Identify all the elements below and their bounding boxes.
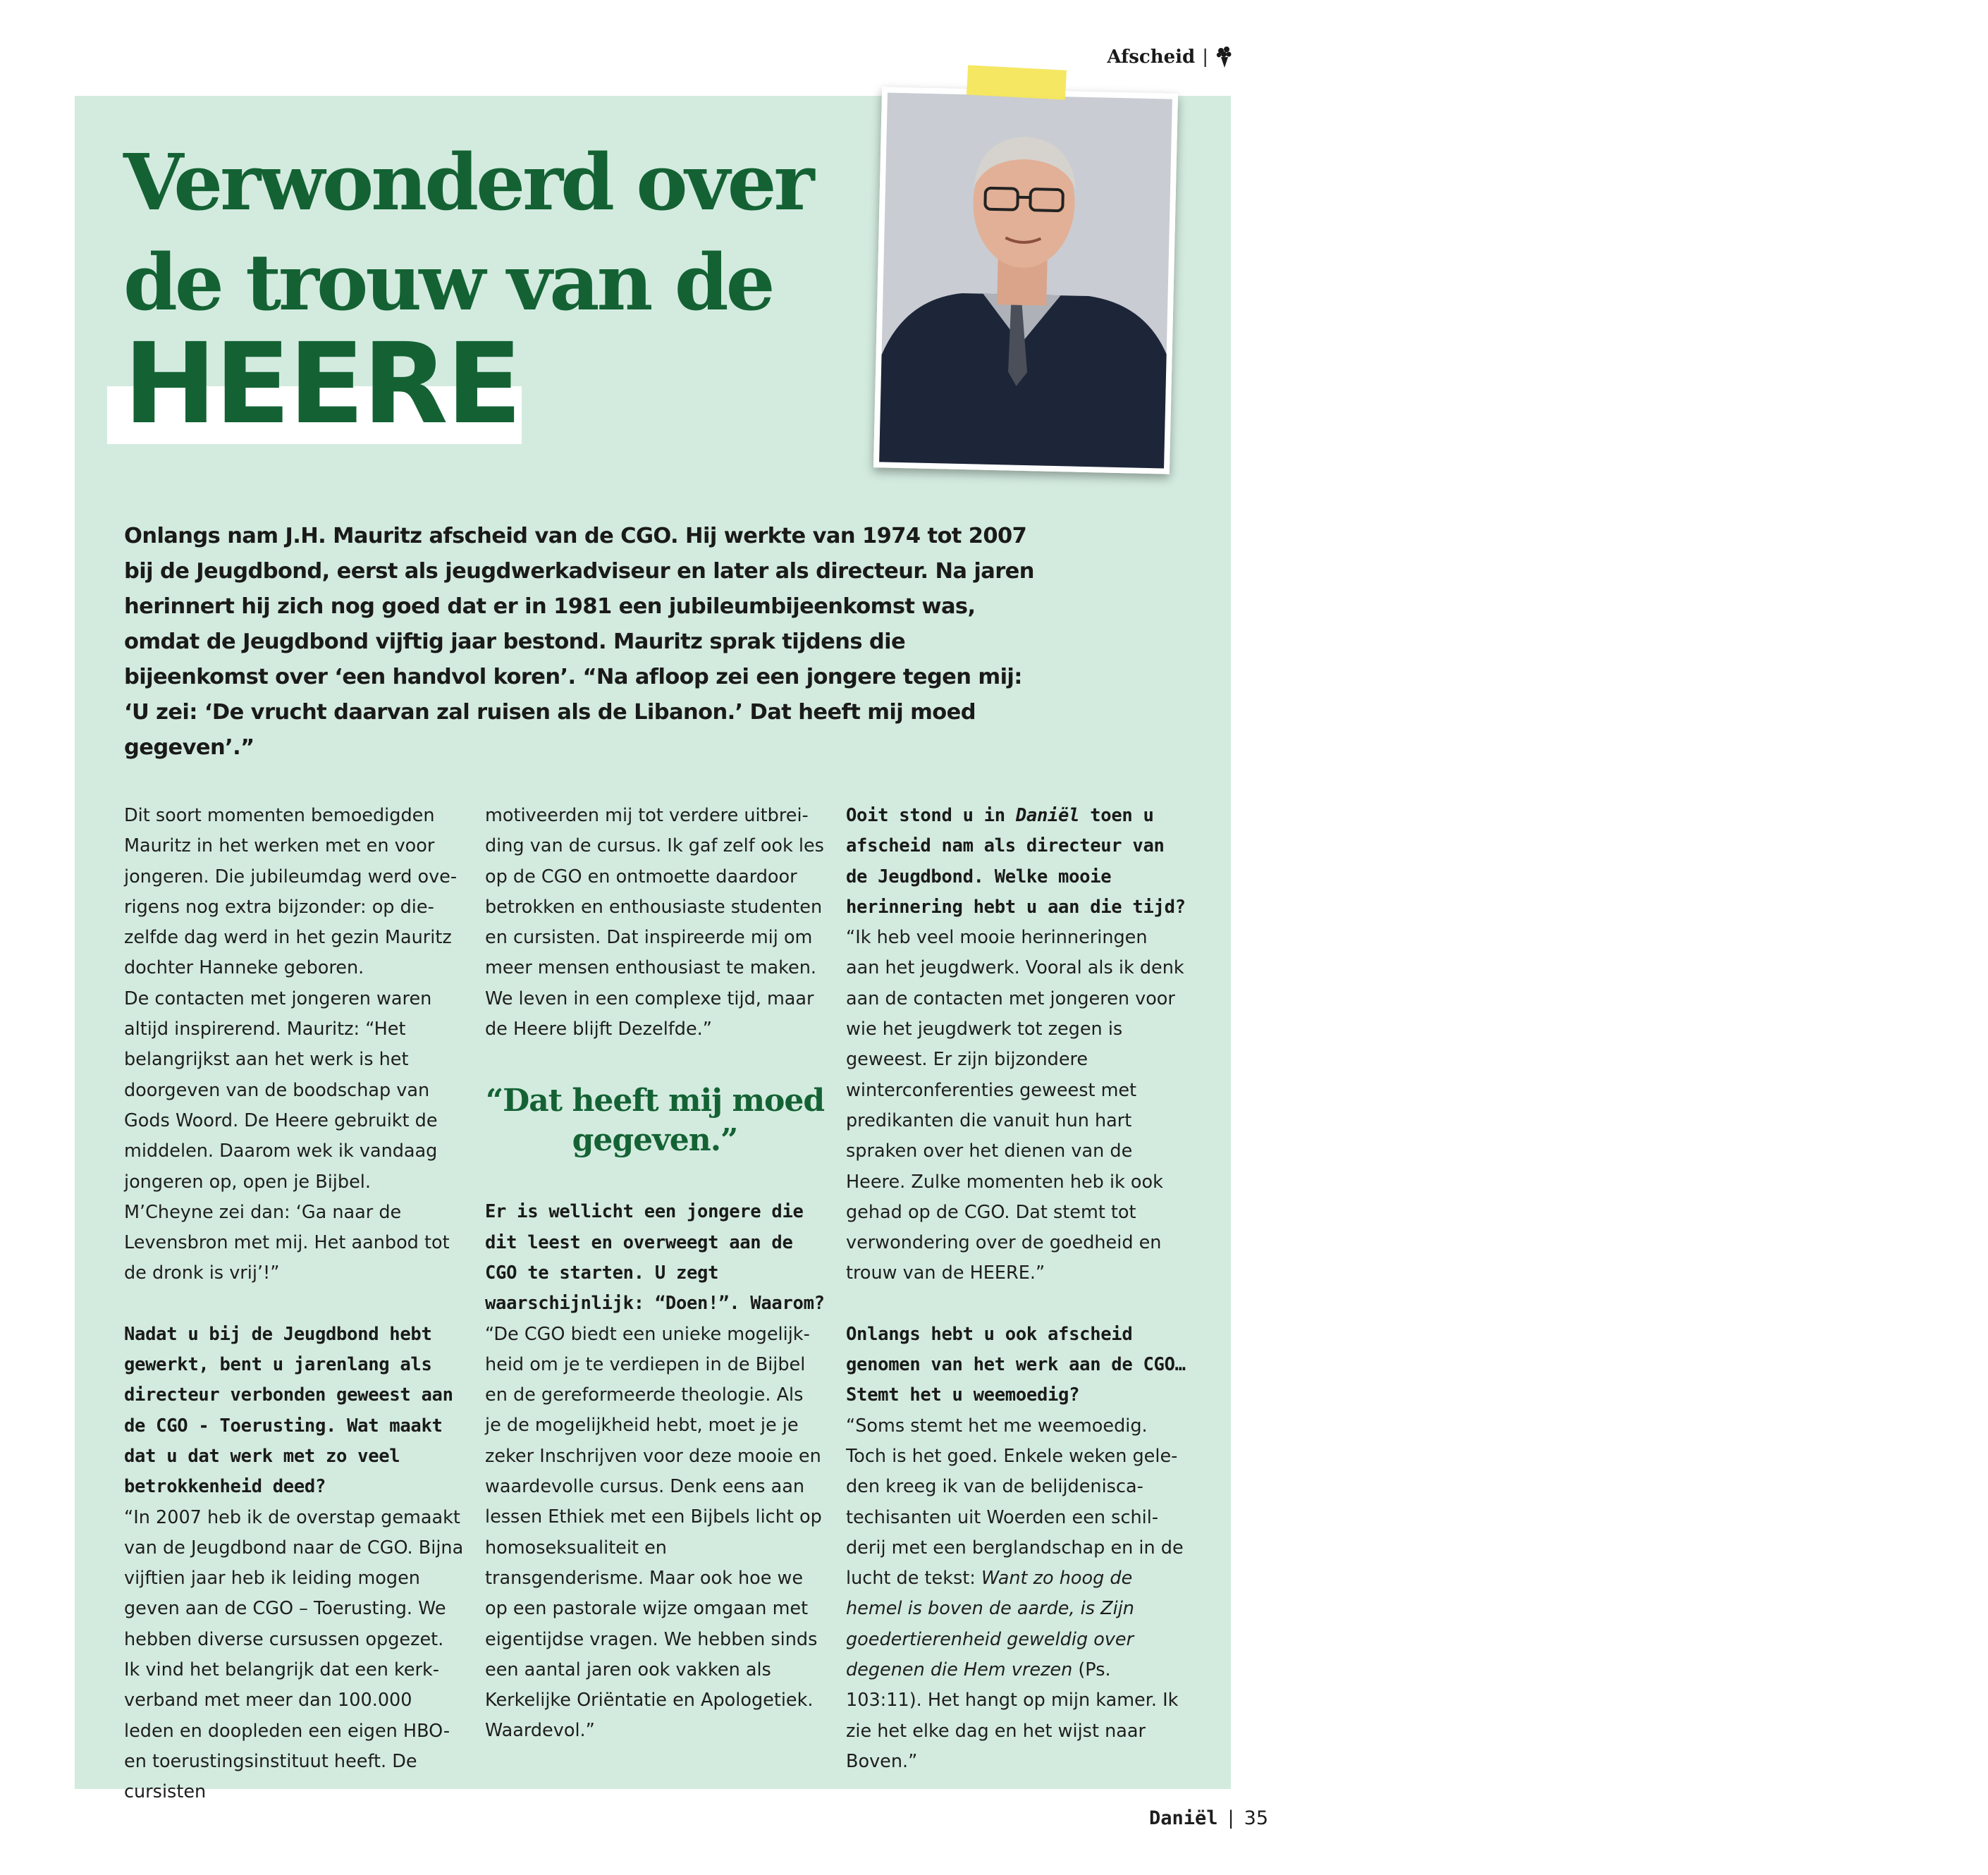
col1-paragraph-1: Dit soort momenten bemoedigden Mauritz in het werken met en voor jongeren. Die jubileumdag werd overigens nog extra bijzonder: op diezelfde dag werd in het gezin Mauritz dochter Hanneke geboren. — [124, 805, 458, 979]
photo-caption: Dhr. J.H. Mauritz — [1788, 522, 1979, 565]
col2-paragraph-1: motiveerden mij tot verdere uitbreiding van de cursus. Ik gaf zelf ook les op de CGO en ontmoette daardoor betrokken en enthousiaste studenten en cursisten. Dat inspireerde mij om meer mensen enthousiast te maken. We leven in een complexe tijd, maar de Heere blijft Dezelfde.” — [485, 805, 824, 1040]
magazine-name-italic: Daniël — [1015, 805, 1080, 826]
answer-3: “Ik heb veel mooie herinneringen aan het jeugdwerk. Vooral als ik denk aan de contacten met jongeren voor wie het jeugdwerk tot zegen is geweest. Er zijn bijzondere winterconferenties geweest met predikanten die vanuit hun hart spraken over het dienen van de Heere. Zulke momenten heb ik ook gehad op de CGO. Dat stemt tot verwondering over de goedheid en trouw van de HEERE.” — [846, 927, 1184, 1284]
question-4: Onlangs hebt u ook afscheid genomen van het werk aan de CGO… Stemt het u weemoedig? — [846, 1323, 1186, 1406]
article-title — [123, 133, 812, 449]
intro-text: Onlangs nam J.H. Mauritz afscheid van de CGO. Hij werkte van 1974 tot 2007 bij de Jeugdbond, eerst als jeugdwerkadviseur en later als directeur. Na jaren herinnert hij zich nog goed dat er in 1981 een jubileumbijeenkomst was, omdat de Jeugdbond vijftig jaar bestond. Mauritz sprak tijdens die bijeenkomst over ‘een handvol koren’. “Na afloop zei een jongere tegen mij: ‘U zei: ‘De vrucht daarvan zal ruisen als de Libanon.’ Dat heeft mij moed gegeven’.” — [124, 524, 1034, 760]
answer-4-end: (Ps. 103:11). Het hangt op mijn kamer. Ik zie het elke dag en het wijst naar Boven.” — [846, 1659, 1179, 1772]
answer-2: “De CGO biedt een unieke mogelijkheid om je te verdiepen in de Bijbel en de gereformeerde theologie. Als je de mogelijkheid hebt, moet je je zeker Inschrijven voor deze mooie en waardevolle cursus. Denk eens aan lessen Ethiek met een Bijbels licht op homoseksualiteit en transgenderisme. Maar ook hoe we op een pastorale wijze omgaan met eigentijdse vragen. We hebben sinds een aantal jaren ook vakken als Kerkelijke Oriëntatie en Apologetiek. Waardevol.” — [485, 1323, 822, 1742]
question-3 — [846, 801, 1186, 923]
flower-bouquet-icon — [1215, 45, 1234, 69]
portrait-photo — [873, 87, 1979, 565]
title-line-2: de trouw van de — [123, 237, 773, 328]
section-separator: | — [1202, 47, 1208, 68]
column-2 — [485, 801, 825, 1747]
page-number: 35 — [1244, 1807, 1268, 1829]
footer-separator: | — [1227, 1807, 1234, 1829]
pull-quote: “Dat heeft mij moed gegeven.” — [485, 1083, 825, 1159]
question-2: Er is wellicht een jongere die dit leest en overweegt aan de CGO te starten. U zegt waarschijnlijk: “Doen!”. Waarom? — [485, 1201, 825, 1315]
answer-4-start: “Soms stemt het me weemoedig. Toch is het goed. Enkele weken geleden kreeg ik van de belijdeniscatechisanten uit Woerden een schilderij met een berglandschap en in de lucht de tekst: — [846, 1415, 1184, 1590]
question-3-start: Ooit stond u in — [846, 805, 1016, 826]
page-footer — [1149, 1807, 1268, 1829]
section-label: Afscheid — [1107, 47, 1196, 68]
column-1 — [124, 801, 464, 1808]
section-tag — [1107, 45, 1234, 69]
question-1: Nadat u bij de Jeugdbond hebt gewerkt, bent u jarenlang als directeur verbonden geweest aan de CGO - Toerusting. Wat maakt dat u dat werk met zo veel betrokkenheid deed? — [124, 1323, 453, 1498]
column-3 — [846, 801, 1186, 1777]
footer-magazine: Daniël — [1148, 1807, 1218, 1829]
tape-strip — [967, 65, 1067, 99]
answer-4 — [846, 1411, 1186, 1778]
bible-quote: Want zo hoog de hemel is boven de aarde, is Zijn goedertierenheid geweldig over degenen die Hem vrezen — [846, 1568, 1134, 1681]
col1-paragraph-2: De contacten met jongeren waren altijd inspirerend. Mauritz: “Het belangrijkst aan het werk is het doorgeven van de boodschap van Gods Woord. De Heere gebruikt de middelen. Daarom wek ik vandaag jongeren op, open je Bijbel. M’Cheyne zei dan: ‘Ga naar de Levensbron met mij. Het aanbod tot de dronk is vrij’!” — [124, 988, 450, 1284]
article-intro — [124, 519, 1041, 766]
question-3-end: toen u afscheid nam als directeur van de Jeugdbond. Welke mooie herinnering hebt u aan die tijd? — [846, 805, 1186, 918]
title-line-3: HEERE — [123, 319, 520, 449]
answer-1: “In 2007 heb ik de overstap gemaakt van de Jeugdbond naar de CGO. Bijna vijftien jaar heb ik leiding mogen geven aan de CGO – Toerusting. We hebben diverse cursussen opgezet. Ik vind het belangrijk dat een kerkverband met meer dan 100.000 leden en doopleden een eigen HBO- en toerustingsinstituut heeft. De cursisten — [124, 1506, 464, 1803]
title-line-1: Verwonderd over — [123, 137, 812, 228]
